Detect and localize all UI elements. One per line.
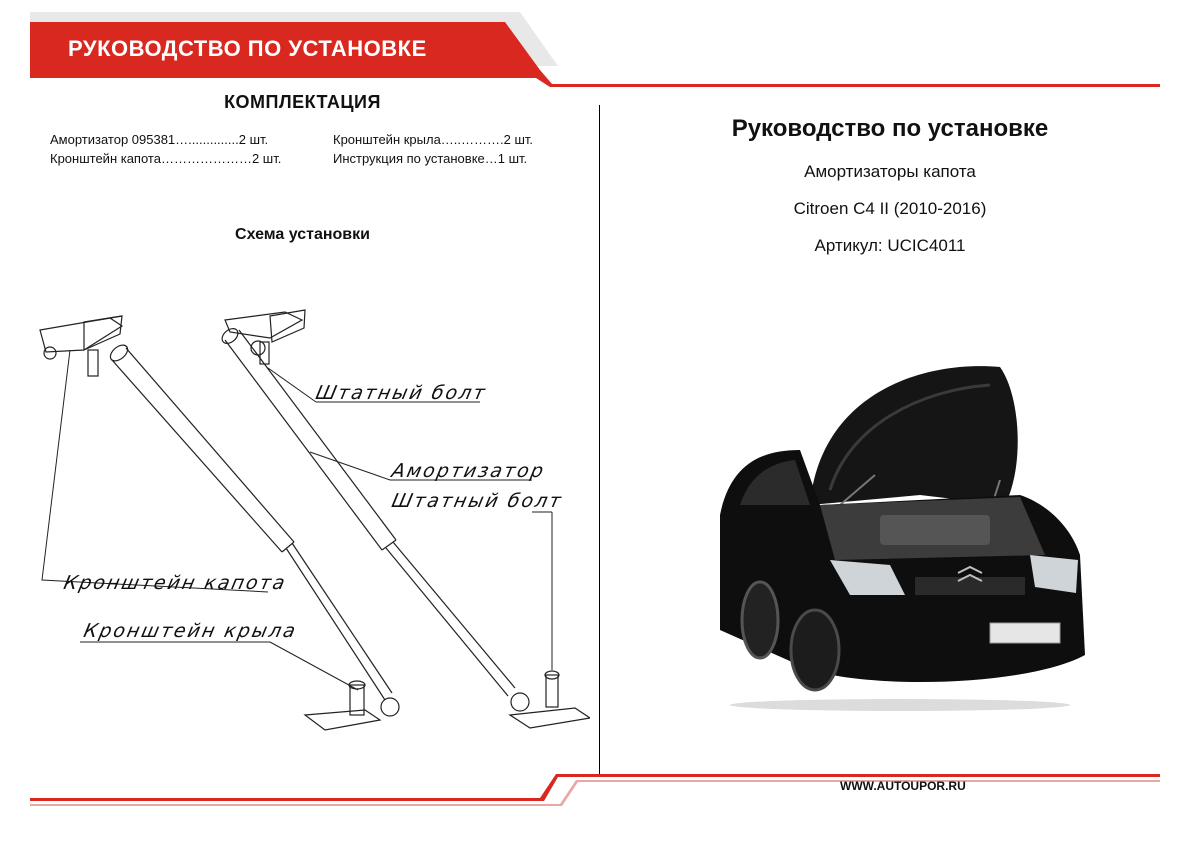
fender-bracket-right: [510, 671, 590, 728]
label-hood-bracket: Кронштейн капота: [61, 572, 289, 594]
installation-diagram: [20, 290, 590, 760]
label-shock: Амортизатор: [389, 460, 548, 482]
product-model: Citroen C4 II (2010-2016): [793, 199, 987, 218]
header-title: РУКОВОДСТВО ПО УСТАНОВКЕ: [68, 36, 427, 61]
label-bolt-bottom: Штатный болт: [389, 490, 565, 512]
kit-item: Инструкция по установке…1 шт.: [333, 151, 528, 166]
fender-bracket-left: [305, 681, 399, 730]
kit-list-right: [333, 130, 533, 168]
diagram-drawing: [20, 290, 590, 760]
kit-title: КОМПЛЕКТАЦИЯ: [224, 92, 381, 112]
footer-site: WWW.AUTOUPOR.RU: [840, 779, 966, 793]
kit-item: Кронштейн крыла…..……….2 шт.: [333, 132, 534, 147]
kit-list-left: [50, 130, 281, 168]
product-title: Руководство по установке: [731, 115, 1049, 142]
label-bolt-top: Штатный болт: [313, 382, 489, 404]
car-photo: [700, 355, 1100, 715]
footer-band: [0, 770, 1200, 810]
car-illustration: [700, 355, 1100, 715]
product-sku: Артикул: UCIC4011: [814, 236, 966, 255]
header-banner: [0, 0, 1200, 100]
product-subtitle: Амортизаторы капота: [804, 162, 976, 181]
kit-item: Кронштейн капота…………………2 шт.: [50, 151, 282, 166]
kit-item: Амортизатор 095381…..............2 шт.: [50, 132, 269, 147]
scheme-title: Схема установки: [235, 226, 370, 243]
column-divider: [599, 105, 600, 775]
label-fender-bracket: Кронштейн крыла: [81, 620, 300, 642]
hood-bracket-left: [40, 316, 122, 376]
footer-graphic: [0, 770, 1200, 810]
